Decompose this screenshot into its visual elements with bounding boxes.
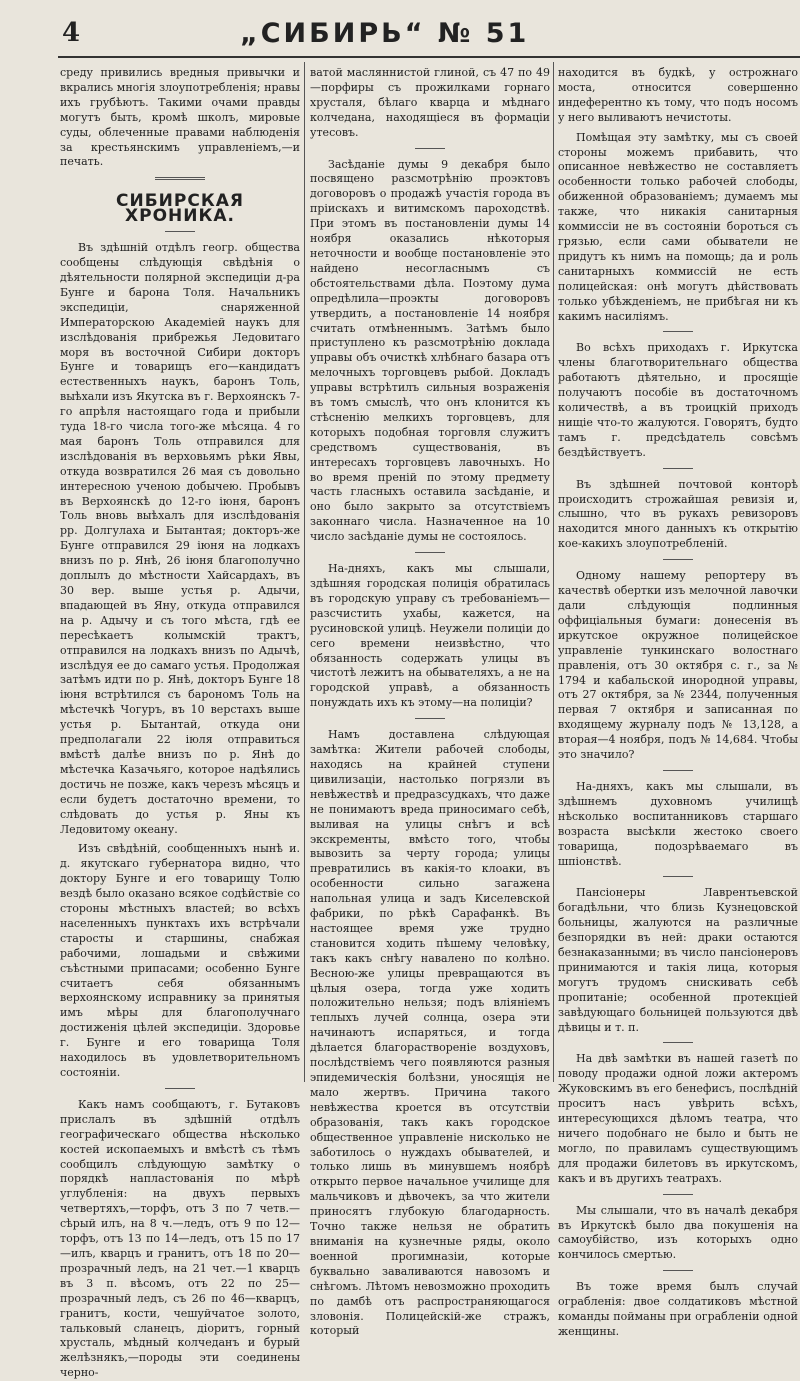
separator	[663, 1194, 693, 1195]
article-text: Какъ намъ сообщаютъ, г. Бутаковъ прислалъ въ здѣшнiй отдѣлъ географическаго общества нѣсколько костей ископаемыхъ и вмѣстѣ съ тѣмъ сообщилъ слѣдующую замѣтку о порядкѣ напластованiя по мѣрѣ углубленiя: на двухъ первыхъ четвертяхъ,—торфъ, отъ 3 по 7 четв.—сѣрый илъ, на 8 ч.—ледъ, отъ 9 по 12—торфъ, отъ 13 по 14—ледъ, отъ 15 по 17—илъ, кварцъ и гранитъ, отъ 18 по 20—прозрачный ледъ, на 21 чет.—1 кварцъ въ 3 п. вѣсомъ, отъ 22 по 25—прозрачный ледъ, съ 26 по 46—кварцъ, гранитъ, кости, чешуйчатое золото, тальковый сланецъ, дiоритъ, горный хрусталь, мѣдный колчеданъ и бурый желѣзнякъ,—породы эти соединены черно-	[60, 1097, 300, 1380]
article-text: Изъ свѣдѣнiй, сообщенныхъ нынѣ и. д. якутскаго губернатора видно, что доктору Бунге и его товарищу Толю вездѣ было оказано всякое содѣйствiе со стороны мѣстныхъ властей; во всѣхъ населенныхъ пунктахъ ихъ встрѣчали старосты и старшины, снабжая рабочими, лошадьми и свѣжими съѣстными припасами; особенно Бунге считаетъ себя обязаннымъ верхоянскому исправнику за принятыя имъ мѣры для благополучнаго достиженiя цѣлей экспедицiи. Здоровье г. Бунге и его товарища Толя находилось въ удовлетворительномъ состоянiи.	[60, 842, 300, 1079]
article-text: Намъ доставлена слѣдующая замѣтка: Жители рабочей слободы, находясь на крайней ступени цивилизацiи, настолько погрязли въ невѣжествѣ и предразсудкахъ, что даже не понимаютъ вреда приносимаго себѣ, выливая на улицы снѣгъ и всѣ экскременты, вмѣсто того, чтобы вывозить за черту города; улицы превратились въ какiя-то клоаки, въ особенности сильно загажена напольная улица и задъ Киселевской фабрики, по рѣкѣ Сарафанкѣ. Въ настоящее время уже трудно становится ходить пѣшему человѣку, такъ какъ снѣгу навалено по колѣно. Весною-же улицы превращаются въ цѣлыя озера, тогда уже ходить положительно нельзя; подъ влiянiемъ теплыхъ лучей солнца, озера эти начинаютъ испаряться, и тогда дѣлается благорастворенiе воздуховъ, послѣдствiемъ чего появляются разныя эпидемическiя болѣзни, уносящiя не мало жертвъ. Причина такого невѣжества кроется въ отсутствiи образованiя, такъ какъ городское общественное управленiе нисколько не заботилось о нуждахъ обывателей, и только лишь въ минувшемъ ноябрѣ открыто первое начальное училище для мальчиковъ и дѣвочекъ, за что жители приносятъ глубокую благодарность. Точно также нельзя не обратить вниманiя на кузнечные ряды, около военной прогимназiи, которые буквально заваливаются навозомъ и снѣгомъ. Лѣтомъ невозможно проходить по дамбѣ отъ распространяющагося зловонiя. Полицейскiй-же стражъ, который	[310, 728, 550, 1338]
article-text: Во всѣхъ приходахъ г. Иркутска члены благотворительнаго общества работаютъ дѣятельно, и просящiе получаютъ пособiе въ достаточномъ количествѣ, а въ троицкiй приходъ нищiе что-то жалуются. Говорятъ, будто тамъ г. предсѣдатель совсѣмъ бездѣйствуетъ.	[558, 341, 798, 459]
column-divider	[553, 62, 554, 1082]
separator	[165, 231, 195, 232]
article-text: находится въ будкѣ, у острожнаго моста, относится совершенно индеферентно къ тому, что подъ носомъ у него выливаютъ нечистоты.	[558, 66, 798, 124]
page-header	[0, 0, 800, 56]
article-text: На-дняхъ, какъ мы слышали, въ здѣшнемъ духовномъ училищѣ нѣсколько воспитанниковъ старшаго возраста высѣкли жестоко своего товарища, подозрѣваемаго въ шпiонствѣ.	[558, 779, 798, 868]
column-1	[60, 66, 300, 1380]
article-text: Засѣданiе думы 9 декабря было посвящено разсмотрѣнiю проэктовъ договоровъ о продажѣ участiя города въ прiискахъ и витимскомъ пароходствѣ. При этомъ въ постановленiи думы 14 ноября оказались нѣкоторыя неточности и вообще постановленiе это найдено несогласнымъ съ обстоятельствами дѣла. Поэтому дума опредѣлила—проэкты договоровъ утвердить, а постановленiе 14 ноября считать отмѣненнымъ. Затѣмъ было приступлено къ разсмотрѣнiю доклада управы объ очисткѣ хлѣбнаго базара отъ мелочныхъ торговцевъ рыбой. Докладъ управы встрѣтилъ сильныя возраженiя въ томъ смыслѣ, что онъ клонится къ стѣсненiю мелкихъ торговцевъ, для которыхъ подобная торговля служитъ средствомъ существованiя, въ интересахъ торговцевъ лавочныхъ. Но во время пренiй по этому предмету часть гласныхъ оставила засѣданiе, и оно было закрыто за отсутствiемъ законнаго числа. Назначенное на 10 число засѣданiе думы не состоялось.	[310, 157, 550, 544]
column-2	[310, 66, 550, 1338]
article-text: Помѣщая эту замѣтку, мы съ своей стороны можемъ прибавить, что описанное невѣжество не составляетъ особенности только рабочей слободы, обиженной образованiемъ; думаемъ мы также, что никакiя санитарныя коммиссiи не въ состоянiи бороться съ грязью, если сами обыватели не придутъ къ нимъ на помощь; да и роль санитарныхъ коммиссiй не есть полицейская: онѣ могутъ дѣйствовать только убѣжденiемъ, не прибѣгая ни къ какимъ насилiямъ.	[558, 130, 798, 323]
separator	[415, 148, 445, 149]
separator	[663, 770, 693, 771]
page-number: 4	[62, 18, 82, 48]
separator	[663, 876, 693, 877]
separator	[663, 1042, 693, 1043]
article-text: На двѣ замѣтки въ нашей газетѣ по поводу продажи одной ложи актеромъ Жуковскимъ въ его бенефисъ, послѣднiй проситъ насъ увѣрить всѣхъ, интересующихся дѣломъ театра, что ничего подобнаго не было и быть не могло, по правиламъ существующимъ для продажи билетовъ въ иркутскомъ, какъ и въ другихъ театрахъ.	[558, 1052, 798, 1185]
separator	[663, 468, 693, 469]
article-text: Въ здѣшнiй отдѣлъ геогр. общества сообщены слѣдующiя свѣдѣнiя о дѣятельности полярной экспедицiи д-ра Бунге и барона Толя. Начальникъ экспедицiи, снаряженной Императорскою Академiей наукъ для изслѣдованiя прибрежья Ледовитаго моря въ восточной Сибири докторъ Бунге и товарищъ его—кандидатъ естественныхъ наукъ, баронъ Толь, выѣхали изъ Якутска въ г. Верхоянскъ 7-го апрѣля настоящаго года и прибыли туда 18-го числа того-же мѣсяца. 4 го мая баронъ Толь отправился для изслѣдованiя въ верховьямъ рѣки Явы, откуда возвратился 26 мая съ довольно интересною ученою добычею. Пробывъ въ Верхоянскѣ до 12-го iюня, баронъ Толь вновь выѣхалъ для изслѣдованiя рр. Долгулаха и Бытантая; докторъ-же Бунге отправился 29 iюня на лодкахъ внизъ по р. Янѣ, 26 iюня благополучно доплылъ до мѣстности Хайсардахъ, въ 30 вер. выше устья р. Адычи, впадающей въ Яну, откуда отправился на р. Адычу и съ того мѣста, гдѣ ее пересѣкаетъ колымскiй трактъ, отправился на лодкахъ внизъ по Адычѣ, изслѣдуя ее до самаго устья. Продолжая затѣмъ идти по р. Янѣ, докторъ Бунге 18 iюня встрѣтился съ барономъ Толь на мѣстечкѣ Чогуръ, въ 10 верстахъ выше устья р. Бытантай, откуда они предполагали 22 iюля отправиться вмѣстѣ далѣе внизъ по р. Янѣ до мѣстечка Казачьяго, которое надѣялись достичь не позже, какъ черезъ мѣсяцъ и если будетъ достаточно времени, то слѣдовать до устья р. Яны къ Ледовитому океану.	[60, 241, 300, 836]
separator	[663, 1270, 693, 1271]
section-title: СИБИРСКАЯ ХРОНИКА.	[116, 191, 244, 227]
header-rule	[58, 56, 800, 58]
column-divider	[304, 62, 305, 1082]
article-text: На-дняхъ, какъ мы слышали, здѣшняя городская полицiя обратилась въ городскую управу съ требованiемъ—разсчистить ухабы, кажется, на русиновской улицѣ. Неужели полицiи до сего времени неизвѣстно, что обязанность содержать улицы въ чистотѣ лежитъ на обывателяхъ, а не на городской управѣ, а обязанность понуждать ихъ къ этому—на полицiи?	[310, 562, 550, 710]
separator	[415, 718, 445, 719]
masthead-title: „СИБИРЬ“ № 51	[240, 18, 530, 49]
separator	[663, 559, 693, 560]
article-text: Пансiонеры Лаврентьевской богадѣльни, что близь Кузнецовской больницы, жалуются на различные безпорядки въ ней: драки остаются безнаказанными; въ число пансiонеровъ принимаются и такiя лица, которыя могутъ трудомъ снискивать себѣ пропитанiе; особенной протекцiей завѣдующаго больницей пользуются двѣ дѣвицы и т. п.	[558, 886, 798, 1034]
separator	[155, 177, 205, 180]
article-text: Мы слышали, что въ началѣ декабря въ Иркутскѣ было два покушенiя на самоубiйство, изъ которыхъ одно кончилось смертью.	[558, 1203, 798, 1262]
article-text: ватой масляннистой глиной, съ 47 по 49—порфиры съ прожилками горнаго хрусталя, бѣлаго кварца и мѣднаго колчедана, находящiеся въ формацiи утесовъ.	[310, 66, 550, 139]
article-text: Въ здѣшней почтовой конторѣ происходитъ строжайшая ревизiя и, слышно, что въ рукахъ ревизоровъ находится много данныхъ къ открытiю кое-какихъ злоупотребленiй.	[558, 477, 798, 551]
separator	[415, 552, 445, 553]
separator	[663, 331, 693, 332]
article-text: Одному нашему репортеру въ качествѣ обертки изъ мелочной лавочки дали слѣдующiя подлинныя оффицiальныя бумаги: донесенiя въ иркутское окружное полицейское управленiе тункинскаго волостнаго правленiя, отъ 30 октября с. г., за № 1794 и кабальской инородной управы, отъ 27 октября, за № 2344, полученныя первая 7 октября и записанная по входящему журналу подъ № 13,128, а вторая—4 ноября, подъ № 14,684. Чтобы это значило?	[558, 569, 798, 762]
column-3	[558, 66, 798, 1338]
article-text: Въ тоже время былъ случай ограбленiя: двое солдатиковъ мѣстной команды пойманы при ограбленiи одной женщины.	[558, 1280, 798, 1338]
separator	[165, 1088, 195, 1089]
article-text: среду привились вредныя привычки и вкрались многiя злоупотребленiя; нравы ихъ грубѣютъ. Такими очами правды могутъ быть, кромѣ школъ, мировые суды, облеченные правами наблюденiя за крестьянскимъ управленiемъ,—и печать.	[60, 66, 300, 169]
